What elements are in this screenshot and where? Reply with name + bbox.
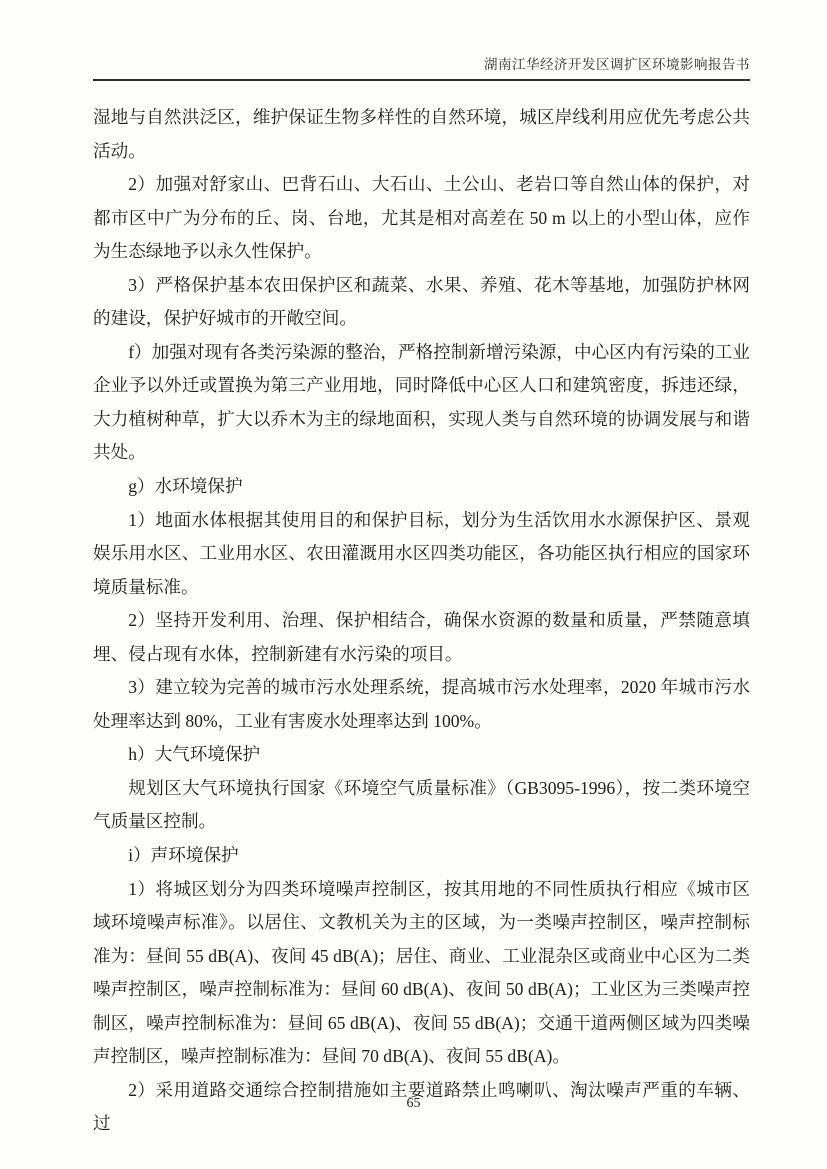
page-footer	[0, 1096, 827, 1112]
paragraph-noise-2: 2）采用道路交通综合控制措施如主要道路禁止鸣喇叭、淘汰噪声严重的车辆、过	[93, 1079, 750, 1134]
page-header	[93, 53, 750, 81]
paragraph-item-3: 3）严格保护基本农田保护区和蔬菜、水果、养殖、花木等基地，加强防护林网的建设，保护好城市的开敞空间。	[93, 274, 750, 329]
paragraph-item-2: 2）加强对舒家山、巴背石山、大石山、土公山、老岩口等自然山体的保护，对都市区中广为分布的丘、岗、台地，尤其是相对高差在 50 m 以上的小型山体，应作为生态绿地予以永久性保护。	[93, 174, 750, 262]
paragraph-water-2: 2）坚持开发利用、治理、保护相结合，确保水资源的数量和质量，严禁随意填埋、侵占现有水体，控制新建有水污染的项目。	[93, 610, 750, 664]
paragraph-continuation: 湿地与自然洪泛区，维护保证生物多样性的自然环境，城区岸线利用应优先考虑公共活动。	[93, 107, 750, 161]
header-title: 湖南江华经济开发区调扩区环境影响报告书	[484, 57, 750, 72]
heading-air-environment: h）大气环境保护	[128, 744, 261, 765]
paragraph-water-3: 3）建立较为完善的城市污水处理系统，提高城市污水处理率，2020 年城市污水处理率达到 80%，工业有害废水处理率达到 100%。	[93, 677, 750, 731]
document-body	[93, 101, 750, 1141]
paragraph-water-1: 1）地面水体根据其使用目的和保护目标，划分为生活饮用水水源保护区、景观娱乐用水区、工业用水区、农田灌溉用水区四类功能区，各功能区执行相应的国家环境质量标准。	[93, 509, 750, 597]
heading-water-environment: g）水环境保护	[128, 476, 243, 497]
paragraph-air-1: 规划区大气环境执行国家《环境空气质量标准》（GB3095-1996），按二类环境空气质量区控制。	[93, 777, 750, 832]
page-number: 65	[406, 1096, 421, 1111]
heading-noise-environment: i）声环境保护	[128, 845, 239, 866]
paragraph-noise-1: 1）将城区划分为四类环境噪声控制区，按其用地的不同性质执行相应《城市区域环境噪声标准》。以居住、文教机关为主的区域，为一类噪声控制区，噪声控制标准为：昼间 55 dB(A)、夜间 45 dB(A)；居住、商业、工业混杂区或商业中心区为二类噪声控制区，噪声控制标准为：昼间 60 dB(A)、夜间 50 dB(A)；工业区为三类噪声控制区，噪声控制标准为：昼间 65 dB(A)、夜间 55 dB(A)；交通干道两侧区域为四类噪声控制区，噪声控制标准为：昼间 70 dB(A)、夜间 55 dB(A)。	[93, 878, 750, 1067]
paragraph-item-f: f）加强对现有各类污染源的整治，严格控制新增污染源，中心区内有污染的工业企业予以外迁或置换为第三产业用地，同时降低中心区人口和建筑密度，拆违还绿，大力植树种草，扩大以乔木为主的绿地面积，实现人类与自然环境的协调发展与和谐共处。	[93, 341, 750, 463]
